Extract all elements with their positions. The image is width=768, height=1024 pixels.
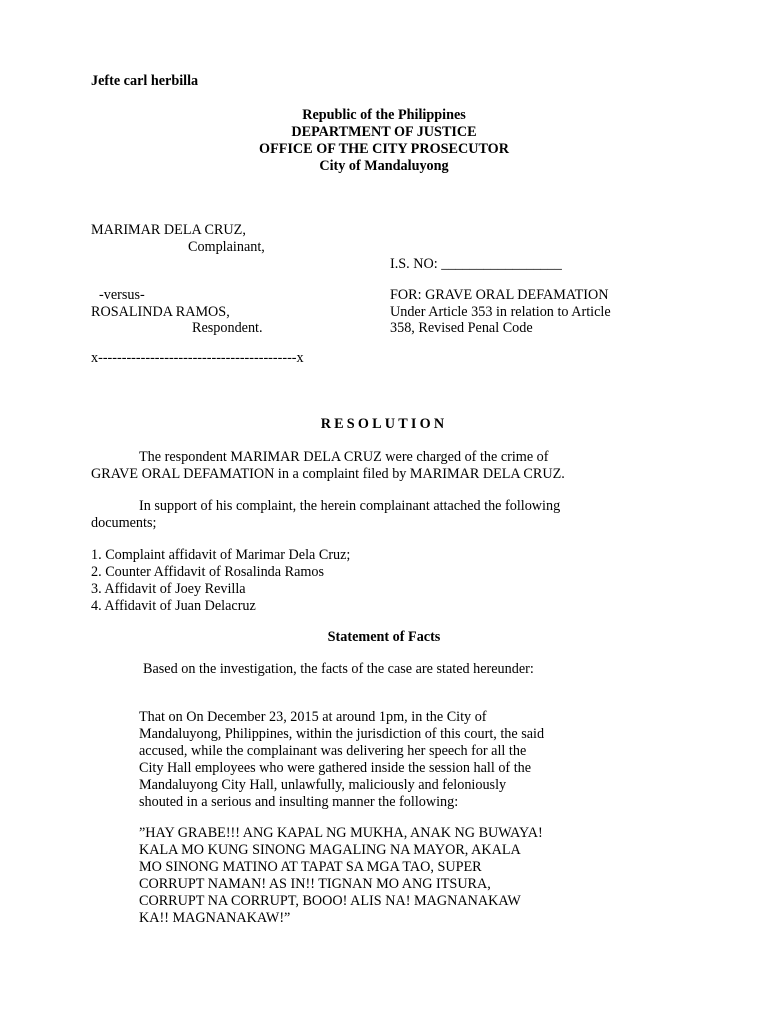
facts-line: accused, while the complainant was delivering her speech for all the <box>139 743 527 759</box>
complainant-name: MARIMAR DELA CRUZ, <box>91 222 246 238</box>
header-department: DEPARTMENT OF JUSTICE <box>291 124 477 140</box>
quote-line: KALA MO KUNG SINONG MAGALING NA MAYOR, AKALA <box>139 842 521 858</box>
header-office: OFFICE OF THE CITY PROSECUTOR <box>259 141 509 157</box>
facts-intro: Based on the investigation, the facts of the case are stated hereunder: <box>143 661 534 677</box>
versus-label: -versus- <box>99 287 145 303</box>
facts-line: City Hall employees who were gathered inside the session hall of the <box>139 760 532 776</box>
charge-article-line: Under Article 353 in relation to Article <box>390 304 611 320</box>
list-item: 2. Counter Affidavit of Rosalinda Ramos <box>91 564 325 580</box>
header-city: City of Mandaluyong <box>319 158 449 174</box>
facts-line: That on On December 23, 2015 at around 1pm, in the City of <box>139 709 487 725</box>
quote-line: KA!! MAGNANAKAW!” <box>139 910 291 926</box>
caption-separator: x------------------------------------------x <box>91 350 304 366</box>
header-republic: Republic of the Philippines <box>302 107 466 123</box>
quote-line: MO SINONG MATINO AT TAPAT SA MGA TAO, SUPER <box>139 859 482 875</box>
facts-line: shouted in a serious and insulting manner the following: <box>139 794 459 810</box>
statement-of-facts-heading: Statement of Facts <box>327 629 441 645</box>
list-item: 4. Affidavit of Juan Delacruz <box>91 598 256 614</box>
complainant-role: Complainant, <box>188 239 265 255</box>
list-item: 3. Affidavit of Joey Revilla <box>91 581 246 597</box>
quote-line: ”HAY GRABE!!! ANG KAPAL NG MUKHA, ANAK NG BUWAYA! <box>139 825 543 841</box>
facts-line: Mandaluyong, Philippines, within the jurisdiction of this court, the said <box>139 726 545 742</box>
para1-line2: GRAVE ORAL DEFAMATION in a complaint filed by MARIMAR DELA CRUZ. <box>91 466 565 482</box>
para1-line1: The respondent MARIMAR DELA CRUZ were charged of the crime of <box>139 449 549 465</box>
facts-line: Mandaluyong City Hall, unlawfully, maliciously and feloniously <box>139 777 507 793</box>
respondent-name: ROSALINDA RAMOS, <box>91 304 230 320</box>
author-name: Jefte carl herbilla <box>91 73 199 89</box>
is-number: I.S. NO: _________________ <box>390 256 562 272</box>
document-header <box>0 107 768 175</box>
respondent-role: Respondent. <box>192 320 263 336</box>
list-item: 1. Complaint affidavit of Marimar Dela Cruz; <box>91 547 351 563</box>
charge-code-line: 358, Revised Penal Code <box>390 320 533 336</box>
charge-line: FOR: GRAVE ORAL DEFAMATION <box>390 287 609 303</box>
resolution-title: RESOLUTION <box>320 416 448 432</box>
quote-line: CORRUPT NAMAN! AS IN!! TIGNAN MO ANG ITSURA, <box>139 876 491 892</box>
quote-line: CORRUPT NA CORRUPT, BOOO! ALIS NA! MAGNANAKAW <box>139 893 521 909</box>
para2-line1: In support of his complaint, the herein complainant attached the following <box>139 498 561 514</box>
para2-line2: documents; <box>91 515 157 531</box>
